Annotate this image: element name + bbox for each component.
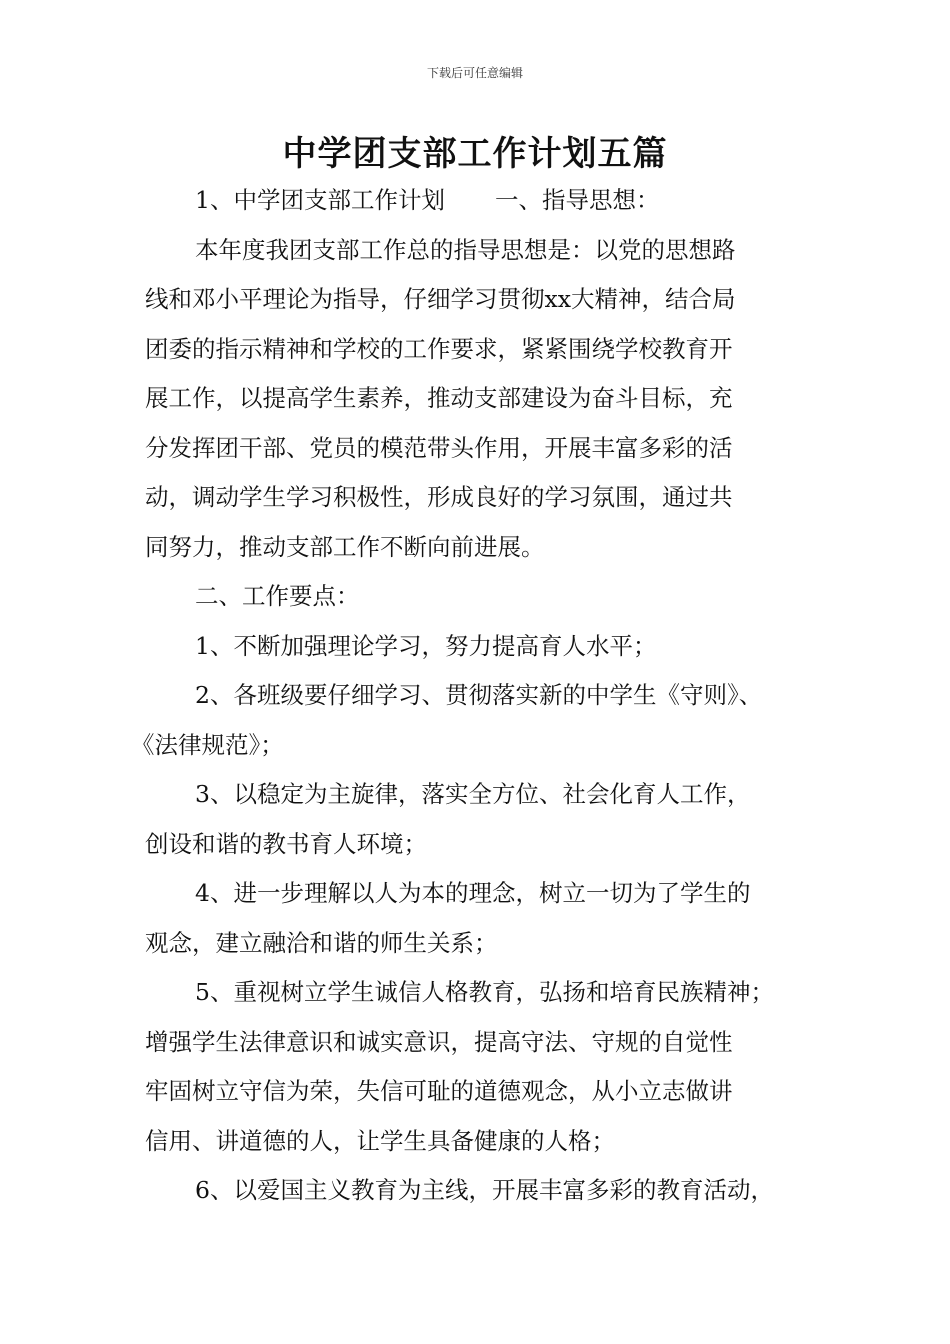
section-heading-line (145, 176, 815, 226)
list-item-continuation: 增强学生法律意识和诚实意识，提高守法、守规的自觉性 (145, 1027, 733, 1056)
paragraph-line: 同努力，推动支部工作不断向前进展。 (145, 532, 545, 561)
list-item: 2、各班级要仔细学习、贯彻落实新的中学生《守则》、 (195, 681, 763, 709)
list-item: 5、重视树立学生诚信人格教育，弘扬和培育民族精神； (195, 978, 774, 1006)
list-item-continuation: 创设和谐的教书育人环境； (145, 829, 427, 858)
list-item: 6、以爱国主义教育为主线，开展丰富多彩的教育活动， (195, 1176, 774, 1204)
list-item: 4、进一步理解以人为本的理念，树立一切为了学生的 (195, 879, 751, 907)
paragraph-line: 团委的指示精神和学校的工作要求，紧紧围绕学校教育开 (145, 334, 733, 363)
list-item-continuation: 牢固树立守信为荣，失信可耻的道德观念，从小立志做讲 (145, 1077, 733, 1105)
header-note: 下载后可任意编辑 (426, 66, 523, 80)
document-title: 中学团支部工作计划五篇 (282, 134, 668, 174)
subtitle-left: 1、中学团支部工作计划 (195, 186, 445, 214)
list-item-continuation: 信用、讲道德的人，让学生具备健康的人格； (145, 1126, 615, 1155)
list-item-continuation: 观念，建立融洽和谐的师生关系； (145, 928, 498, 957)
document-body (131, 176, 815, 1216)
section-heading: 二、工作要点： (195, 582, 360, 610)
list-item: 1、不断加强理论学习，努力提高育人水平； (195, 631, 657, 660)
list-item: 3、以稳定为主旋律，落实全方位、社会化育人工作， (195, 780, 751, 808)
paragraph-line: 动，调动学生学习积极性，形成良好的学习氛围，通过共 (145, 483, 733, 511)
subtitle-right: 一、指导思想： (494, 186, 660, 214)
paragraph-line: 展工作，以提高学生素养，推动支部建设为奋斗目标，充 (145, 384, 733, 412)
list-item-continuation: 《法律规范》； (131, 730, 284, 759)
paragraph-line: 分发挥团干部、党员的模范带头作用，开展丰富多彩的活 (145, 433, 733, 462)
paragraph-line: 本年度我团支部工作总的指导思想是：以党的思想路 (195, 235, 736, 264)
paragraph-line: 线和邓小平理论为指导，仔细学习贯彻xx大精神，结合局 (145, 285, 736, 313)
